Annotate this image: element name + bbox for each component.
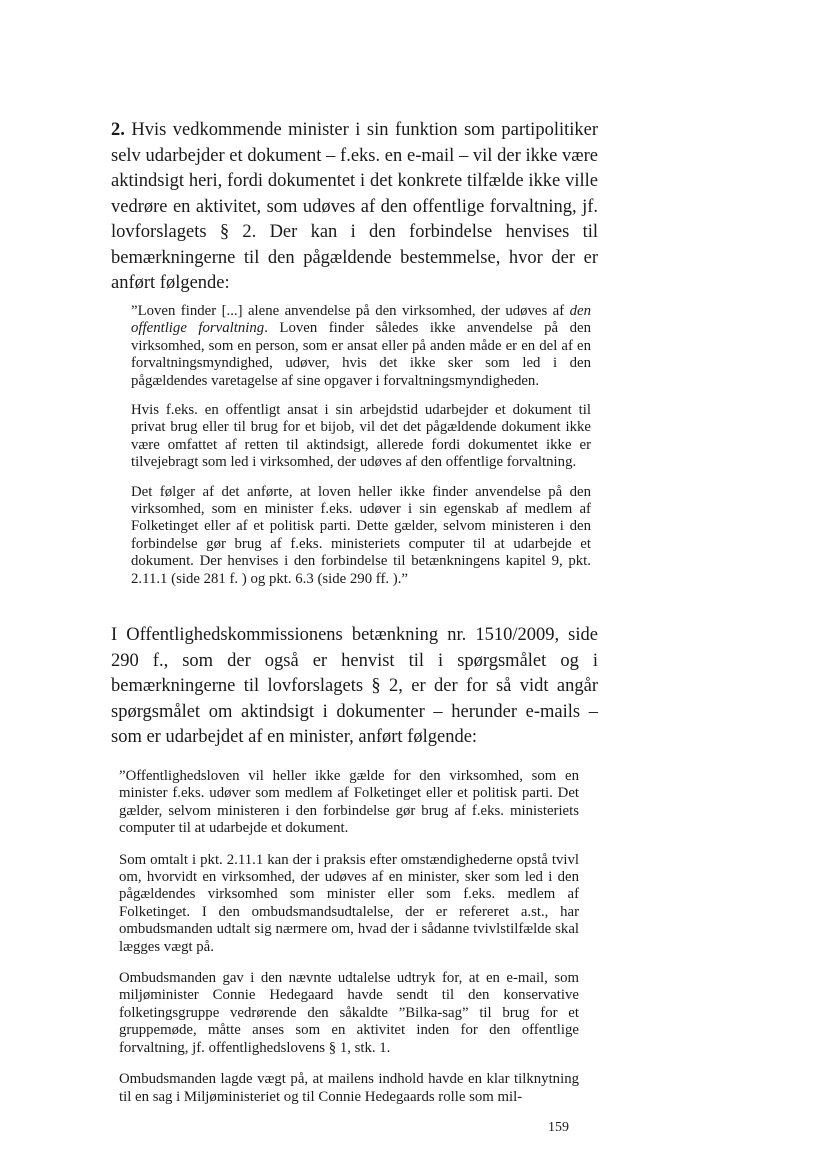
quote-text: ”Loven finder [...] alene anvendelse på den virksomhed, der udøves af — [131, 303, 570, 319]
block-quote-bill-remarks — [131, 303, 591, 600]
quote-paragraph: Det følger af det anførte, at loven heller ikke finder anvendelse på den virksomhed, som en minister f.eks. udøver i sin egenskab af medlem af Folketinget eller af et politisk parti. Dette gælder, selvom ministeren i den forbindelse gør brug af f.eks. ministeriets computer til at udarbejde et dokument. Der henvises i den forbindelse til betænkningens kapitel 9, pkt. 2.11.1 (side 281 f. ) og pkt. 6.3 (side 290 ff. ).” — [131, 483, 591, 587]
section-paragraph-2 — [111, 118, 598, 297]
quote-paragraph: Hvis f.eks. en offentligt ansat i sin arbejdstid udarbejder et dokument til privat brug eller til brug for et bijob, vil det det pågældende dokument ikke være omfattet af retten til aktindsigt, allerede fordi dokumentet ikke er tilvejebragt som led i virksomhed, der udøves af den offentlige forvaltning. — [131, 402, 591, 471]
quote-paragraph — [131, 303, 591, 390]
section-number: 2. — [111, 120, 125, 140]
quote-paragraph: Ombudsmanden gav i den nævnte udtalelse udtryk for, at en e-mail, som miljøminister Connie Hedegaard havde sendt til den konservative folketingsgruppe vedrørende den såkaldte ”Bilka-sag” til brug for et gruppemøde, måtte anses som en aktivitet inden for den offentlige forvaltning, jf. offentlighedslovens § 1, stk. 1. — [119, 970, 579, 1056]
quote-italic-term: den offentlige forvaltning — [131, 303, 591, 337]
quote-paragraph: ”Offentlighedsloven vil heller ikke gælde for den virksomhed, som en minister f.eks. udøver som medlem af Folketinget eller et politisk parti. Det gælder, selvom ministeren i den forbindelse gør brug af f.eks. ministeriets computer til at udarbejde et dokument. — [119, 768, 579, 837]
section-text: Hvis vedkommende minister i sin funktion som partipolitiker selv udarbejder et dokument – f.eks. en e-mail – vil der ikke være aktindsigt heri, fordi dokumentet i det konkrete tilfælde ikke ville vedrøre en aktivitet, som udøves af den offentlige forvaltning, jf. lovforslagets § 2. Der kan i den forbindelse henvises til bemærkningerne til den pågældende bestemmelse, hvor der er anført følgende: — [111, 120, 599, 293]
quote-paragraph: Som omtalt i pkt. 2.11.1 kan der i praksis efter omstændighederne opstå tvivl om, hvorvidt en virksomhed, der udøves af en minister, sker som led i den pågældendes virksomhed som minister eller som f.eks. medlem af Folketinget. I den ombudsmandsudtalelse, der er refereret a.st., har ombudsmanden udtalt sig nærmere om, hvad der i sådanne tvivlstilfælde skal lægges vægt på. — [119, 851, 579, 955]
block-quote-commission-report — [119, 768, 579, 1120]
quote-paragraph: Ombudsmanden lagde vægt på, at mailens indhold havde en klar tilknytning til en sag i Miljøministeriet og til Connie Hedegaards rolle som mil- — [119, 1071, 579, 1105]
quote-text: . Loven finder således ikke anvendelse på den virksomhed, som en person, som er ansat eller på anden måde er en del af en forvaltningsmyndighed, udøver, hvis det ikke sker som led i den pågældendes varetagelse af sine opgaver i forvaltningsmyndigheden. — [131, 320, 591, 389]
page-number: 159 — [548, 1120, 569, 1135]
commission-report-paragraph: I Offentlighedskommissionens betænkning nr. 1510/2009, side 290 f., som der også er henvist til i spørgsmålet og i bemærkningerne til lovforslagets § 2, er der for så vidt angår spørgsmålet om aktindsigt i dokumenter – herunder e-mails – som er udarbejdet af en minister, anført følgende: — [111, 625, 598, 747]
